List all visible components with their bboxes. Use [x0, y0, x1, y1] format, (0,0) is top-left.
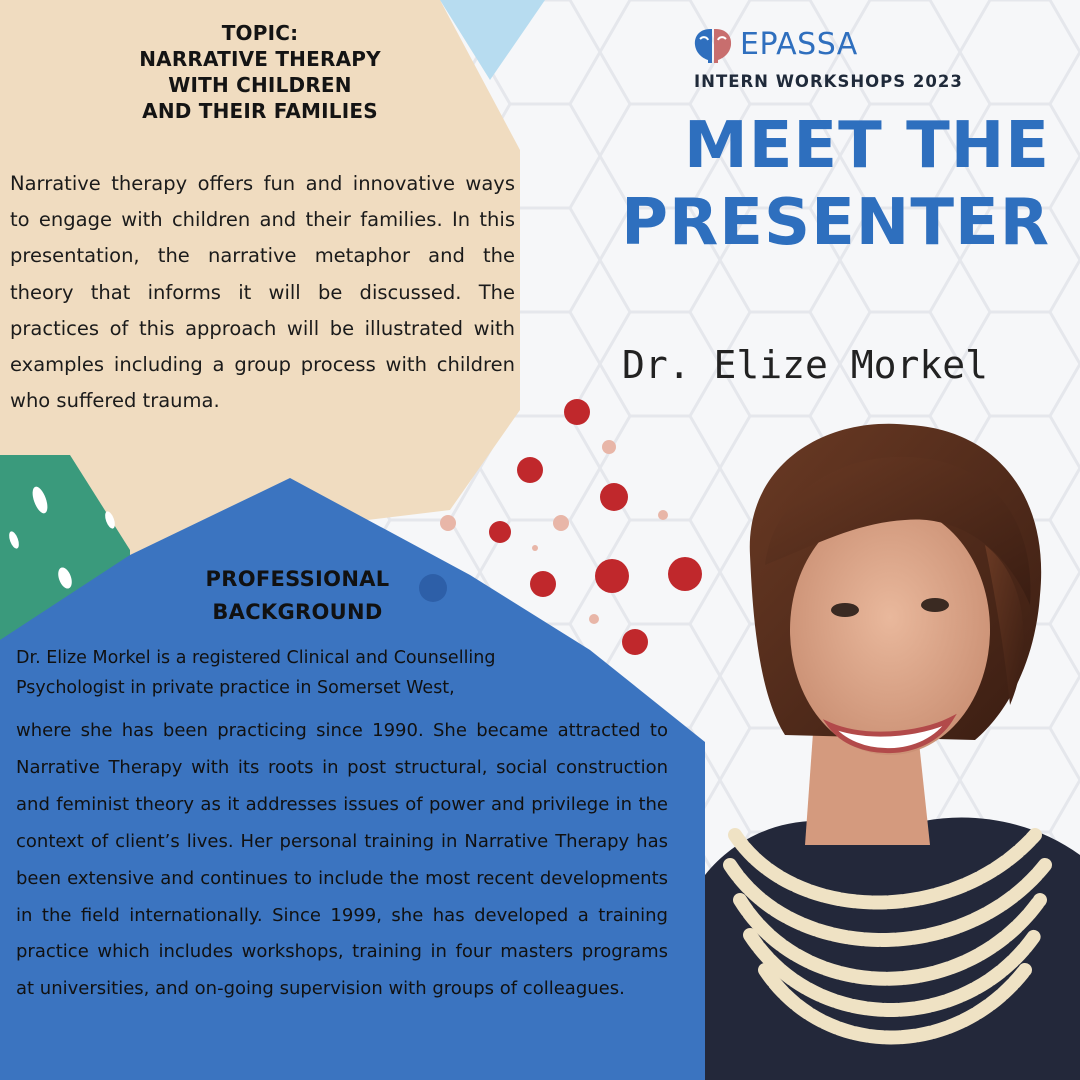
topic-title-line: AND THEIR FAMILIES: [142, 99, 378, 123]
presenter-portrait: [705, 405, 1080, 1080]
professional-background-intro-line: Psychologist in private practice in Somerset West,: [16, 678, 455, 698]
professional-background-title: [160, 563, 435, 629]
headline-line: PRESENTER: [621, 186, 1050, 260]
headline: [550, 108, 1050, 262]
topic-title-line: TOPIC:: [221, 21, 299, 45]
professional-background-title-line: PROFESSIONAL: [205, 567, 390, 591]
professional-background-title-line: BACKGROUND: [212, 600, 383, 624]
headline-line: MEET THE: [684, 109, 1050, 183]
workshop-label: INTERN WORKSHOPS 2023: [694, 72, 963, 91]
topic-title-line: WITH CHILDREN: [168, 73, 352, 97]
logo-text: EPASSA: [740, 27, 858, 62]
professional-background-body: where she has been practicing since 1990. She became attracted to Narrative Therapy with its roots in post structural, social construction and feminist theory as it addresses issues of power and privilege in the context of client’s lives. Her personal training in Narrative Therapy has been extensive and continues to include the most recent developments in the field internationally. Since 1999, she has developed a training practice which includes workshops, training in four masters programs at universities, and on-going supervision with groups of colleagues.: [16, 720, 668, 1000]
professional-background-intro: [16, 643, 616, 703]
topic-description: Narrative therapy offers fun and innovative ways to engage with children and their families. In this presentation, the narrative metaphor and the theory that informs it will be discussed. The practices of this approach will be illustrated with examples including a group process with children who suffered trauma.: [10, 172, 515, 413]
topic-title: [60, 20, 460, 124]
presenter-name: Dr. Elize Morkel: [622, 343, 989, 387]
topic-title-line: NARRATIVE THERAPY: [139, 47, 381, 71]
professional-background-intro-line: Dr. Elize Morkel is a registered Clinical and Counselling: [16, 648, 496, 668]
epassa-logo: [690, 25, 890, 65]
epassa-logo-icon: [690, 25, 736, 65]
